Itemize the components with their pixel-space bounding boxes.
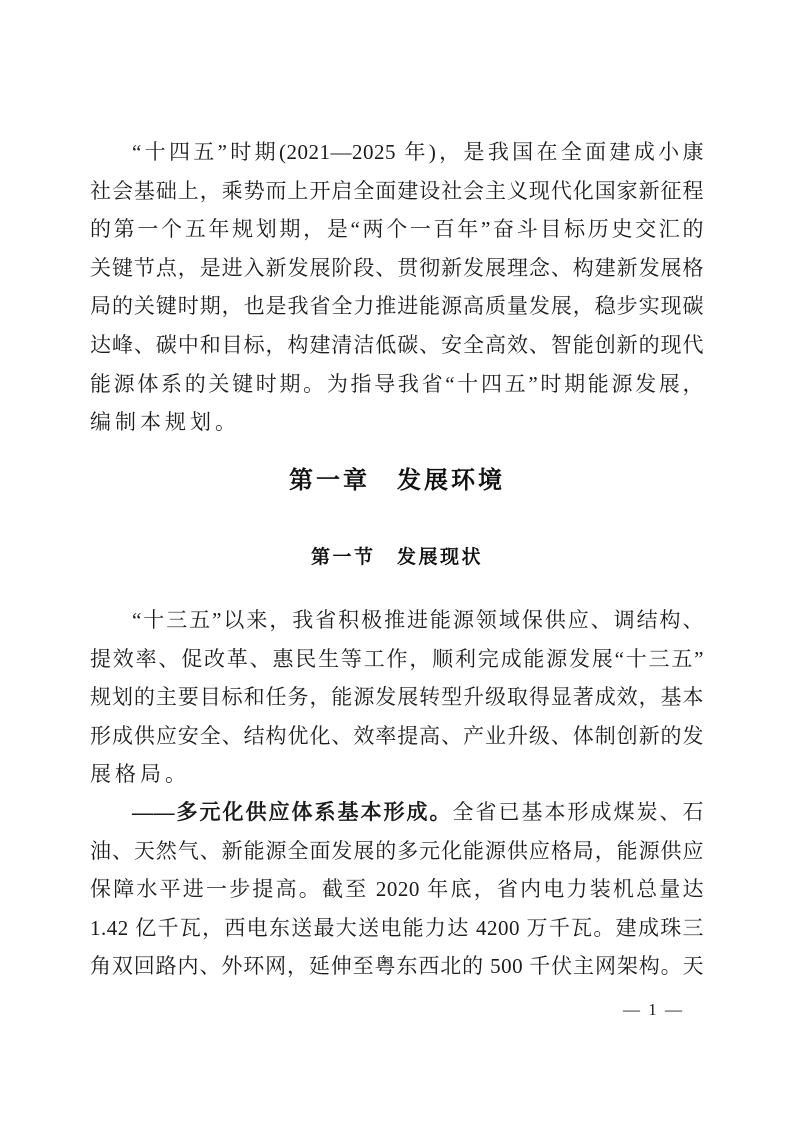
paragraph-line: 角双回路内、外环网，延伸至粤东西北的 500 千伏主网架构。天 bbox=[90, 954, 704, 979]
paragraph-line: 展格局。 bbox=[90, 762, 190, 787]
supply-paragraph bbox=[90, 793, 704, 986]
bold-lead-text: ——多元化供应体系基本形成。 bbox=[132, 800, 453, 824]
paragraph-line: 油、天然气、新能源全面发展的多元化能源供应格局，能源供应 bbox=[90, 838, 704, 863]
paragraph-line: 能源体系的关键时期。为指导我省“十四五”时期能源发展， bbox=[90, 371, 704, 396]
paragraph-line: 形成供应安全、结构优化、效率提高、产业升级、体制创新的发 bbox=[90, 723, 704, 748]
paragraph-line: “十三五”以来，我省积极推进能源领域保供应、调结构、 bbox=[132, 608, 704, 632]
intro-paragraph bbox=[90, 133, 704, 442]
paragraph-line: 局的关键时期，也是我省全力推进能源高质量发展，稳步实现碳 bbox=[90, 294, 704, 319]
page-number-label: — 1 — bbox=[623, 1000, 684, 1019]
page-number bbox=[90, 998, 704, 1022]
paragraph-line: 关键节点，是进入新发展阶段、贯彻新发展理念、构建新发展格 bbox=[90, 255, 704, 280]
paragraph-line: 1.42 亿千瓦，西电东送最大送电能力达 4200 万千瓦。建成珠三 bbox=[90, 915, 704, 940]
paragraph-line-text: 全省已基本形成煤炭、石 bbox=[452, 800, 704, 824]
section-heading: 第一节 发展现状 bbox=[310, 547, 483, 568]
paragraph-line: 社会基础上，乘势而上开启全面建设社会主义现代化国家新征程 bbox=[90, 178, 704, 203]
paragraph-line: 的第一个五年规划期，是“两个一百年”奋斗目标历史交汇的 bbox=[90, 217, 704, 242]
paragraph-line: “十四五”时期(2021—2025 年)，是我国在全面建成小康 bbox=[132, 140, 704, 164]
paragraph-line: 提效率、促改革、惠民生等工作，顺利完成能源发展“十三五” bbox=[90, 646, 704, 671]
status-paragraph bbox=[90, 601, 704, 794]
paragraph-line: 编制本规划。 bbox=[90, 410, 240, 435]
paragraph-line bbox=[90, 793, 704, 832]
paragraph-line: 保障水平进一步提高。截至 2020 年底，省内电力装机总量达 bbox=[90, 877, 704, 902]
chapter-heading: 第一章 发展环境 bbox=[289, 468, 505, 494]
paragraph-line: 达峰、碳中和目标，构建清洁低碳、安全高效、智能创新的现代 bbox=[90, 332, 704, 357]
paragraph-line: 规划的主要目标和任务，能源发展转型升级取得显著成效，基本 bbox=[90, 685, 704, 710]
